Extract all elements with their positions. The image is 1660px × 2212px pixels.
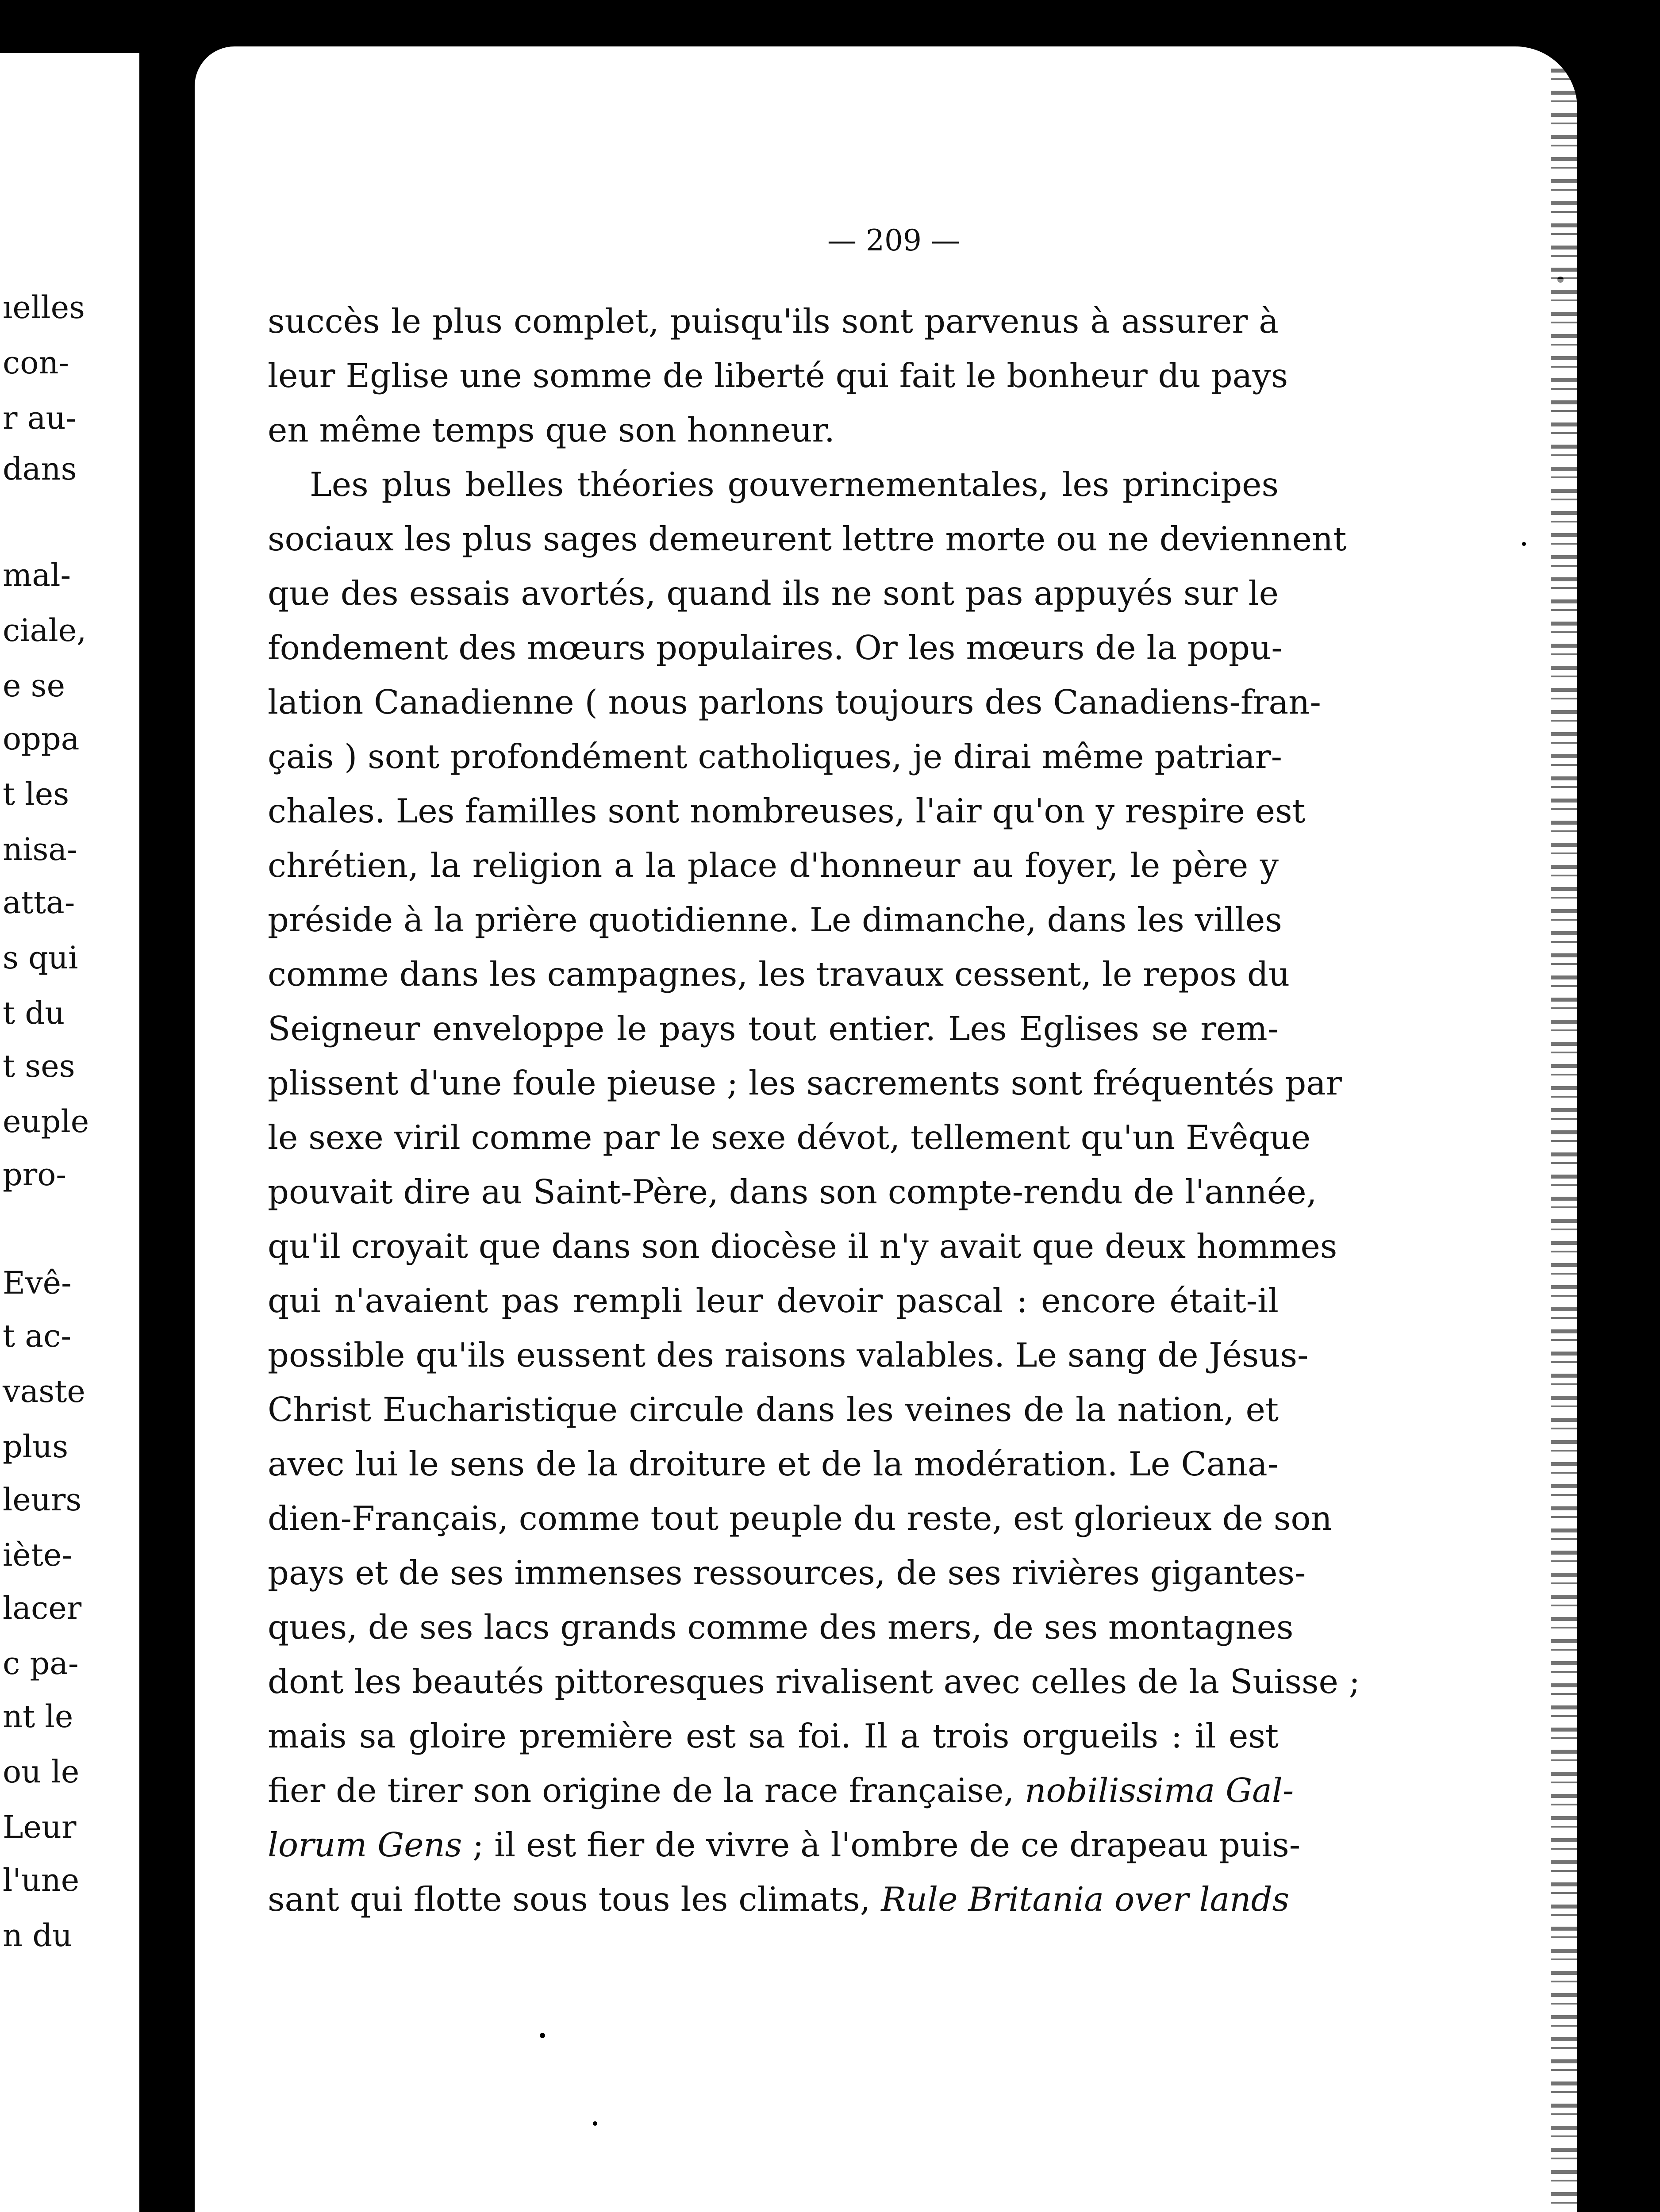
text-line: en même temps que son honneur. xyxy=(268,411,835,449)
left-page-fragment: e se xyxy=(3,668,65,704)
main-page xyxy=(195,46,1577,2212)
text-line: le sexe viril comme par le sexe dévot, tellement qu'un Evêque xyxy=(268,1118,1311,1157)
scan-speck xyxy=(593,2121,597,2126)
text-line: chrétien, la religion a la place d'honneur au foyer, le père y xyxy=(268,846,1279,885)
text-line: plissent d'une foule pieuse ; les sacrements sont fréquentés par xyxy=(268,1064,1342,1102)
left-page-fragment: l'une xyxy=(3,1862,80,1898)
left-page-fragment: s qui xyxy=(3,940,78,976)
paragraph xyxy=(268,457,1360,1927)
body-text xyxy=(268,294,1360,1927)
text-line: pays et de ses immenses ressources, de ses rivières gigantes- xyxy=(268,1553,1306,1592)
text-line: sociaux les plus sages demeurent lettre morte ou ne deviennent xyxy=(268,519,1347,558)
text-line: Seigneur enveloppe le pays tout entier. Les Eglises se rem- xyxy=(268,1009,1279,1048)
page-number: — 209 — xyxy=(827,223,960,257)
text-segment: fier de tirer son origine de la race française, xyxy=(268,1771,1025,1810)
left-page-fragment: ou le xyxy=(3,1754,80,1790)
text-line: comme dans les campagnes, les travaux cessent, le repos du xyxy=(268,955,1290,994)
scan-speck xyxy=(1522,542,1526,546)
left-page-fragment: ıelles xyxy=(3,289,85,326)
book-gutter xyxy=(139,0,192,2212)
text-line: avec lui le sens de la droiture et de la modération. Le Cana- xyxy=(268,1444,1279,1483)
text-line: préside à la prière quotidienne. Le dimanche, dans les villes xyxy=(268,900,1282,939)
left-page-fragment: nisa- xyxy=(3,831,77,868)
left-page-fragment: r au- xyxy=(3,400,77,436)
left-page-fragment: plus xyxy=(3,1429,69,1465)
left-page-fragment: pro- xyxy=(3,1156,67,1193)
text-line xyxy=(268,1872,1290,1927)
left-page-fragment: n du xyxy=(3,1917,73,1954)
left-page-fragment: mal- xyxy=(3,557,71,593)
text-line: çais ) sont profondément catholiques, je dirai même patriar- xyxy=(268,737,1282,776)
text-line: dien-Français, comme tout peuple du reste, est glorieux de son xyxy=(268,1499,1332,1538)
text-line: qu'il croyait que dans son diocèse il n'y avait que deux hommes xyxy=(268,1227,1337,1266)
text-line: Christ Eucharistique circule dans les veines de la nation, et xyxy=(268,1390,1279,1429)
left-page-fragment: con- xyxy=(3,345,69,381)
left-page-fragment: euple xyxy=(3,1103,89,1140)
text-line: lation Canadienne ( nous parlons toujours des Canadiens-fran- xyxy=(268,683,1321,722)
text-line: succès le plus complet, puisqu'ils sont parvenus à assurer à xyxy=(268,302,1279,341)
latin-phrase-cont: lorum Gens xyxy=(268,1825,462,1864)
text-line: possible qu'ils eussent des raisons valables. Le sang de Jésus- xyxy=(268,1336,1309,1375)
text-line: chales. Les familles sont nombreuses, l'air qu'on y respire est xyxy=(268,791,1306,830)
left-page-fragment: lacer xyxy=(3,1590,82,1626)
text-line: fondement des mœurs populaires. Or les mœurs de la popu- xyxy=(268,628,1283,667)
scan-edge-noise xyxy=(195,2205,1577,2212)
left-page-fragment: Evê- xyxy=(3,1265,72,1301)
left-page-fragment: t les xyxy=(3,776,69,812)
text-segment: ; il est fier de vivre à l'ombre de ce drapeau puis- xyxy=(462,1825,1301,1864)
text-line: pouvait dire au Saint-Père, dans son compte-rendu de l'année, xyxy=(268,1172,1317,1211)
text-line xyxy=(268,1818,1301,1872)
left-page-fragment: oppa xyxy=(3,721,80,757)
text-line: que des essais avortés, quand ils ne sont pas appuyés sur le xyxy=(268,574,1279,613)
text-line: ques, de ses lacs grands comme des mers, de ses montagnes xyxy=(268,1608,1294,1647)
left-page-fragment: t ac- xyxy=(3,1318,71,1354)
left-page-fragment: Leur xyxy=(3,1809,77,1845)
scan-speck xyxy=(540,2033,545,2038)
scan-edge-noise xyxy=(1551,46,1577,2212)
left-page-fragment: c pa- xyxy=(3,1645,79,1682)
text-line: qui n'avaient pas rempli leur devoir pascal : encore était-il xyxy=(268,1281,1279,1320)
left-page-fragment: ciale, xyxy=(3,612,87,649)
left-page-fragment: t du xyxy=(3,995,65,1031)
text-line xyxy=(268,1763,1294,1818)
left-page-fragment: dans xyxy=(3,451,77,487)
english-phrase: Rule Britania over lands xyxy=(881,1880,1290,1919)
left-page-fragment: iète- xyxy=(3,1537,73,1573)
text-line: dont les beautés pittoresques rivalisent avec celles de la Suisse ; xyxy=(268,1662,1360,1701)
left-page-fragment: leurs xyxy=(3,1482,82,1518)
left-page-edge xyxy=(0,53,139,2212)
text-segment: sant qui flotte sous tous les climats, xyxy=(268,1880,881,1919)
left-page-fragment: nt le xyxy=(3,1698,73,1735)
text-line: mais sa gloire première est sa foi. Il a trois orgueils : il est xyxy=(268,1717,1279,1755)
left-page-fragment: atta- xyxy=(3,884,75,921)
left-page-fragment: t ses xyxy=(3,1048,75,1084)
paragraph xyxy=(268,294,1288,457)
left-page-fragment: vaste xyxy=(3,1373,85,1409)
text-line: leur Eglise une somme de liberté qui fait le bonheur du pays xyxy=(268,356,1288,395)
text-line: Les plus belles théories gouvernementales, les principes xyxy=(310,465,1279,504)
latin-phrase: nobilissima Gal- xyxy=(1025,1771,1294,1810)
